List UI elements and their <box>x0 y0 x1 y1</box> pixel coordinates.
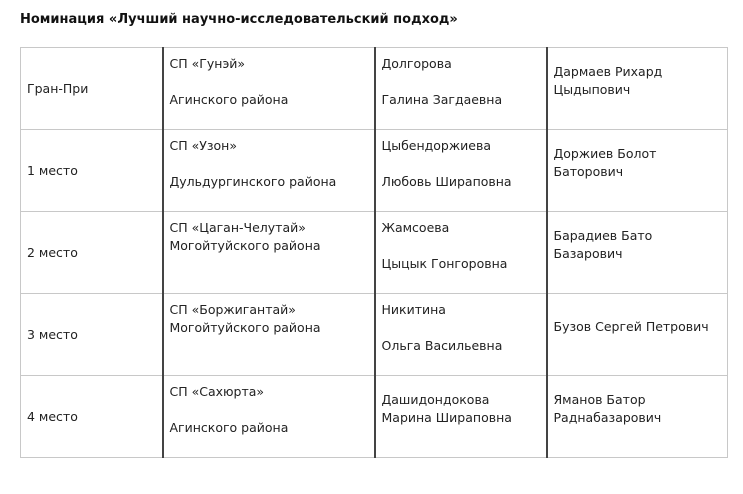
results-table <box>20 47 728 458</box>
table-row <box>21 130 728 212</box>
teacher-cell <box>375 130 547 212</box>
place-cell <box>21 376 163 458</box>
teacher-given-names: Ольга Васильевна <box>381 338 503 353</box>
place-label: 1 место <box>27 163 78 178</box>
place-cell <box>21 48 163 130</box>
table-row <box>21 212 728 294</box>
place-label: 2 место <box>27 245 78 260</box>
organization-cell <box>163 48 375 130</box>
organization-name: СП «Боржигантай» <box>169 302 296 317</box>
teacher-given-names: Цыцык Гонгоровна <box>381 256 508 271</box>
teacher-cell <box>375 376 547 458</box>
head-name-line-1: Яманов Батор <box>553 392 646 407</box>
teacher-given-names: Любовь Шираповна <box>381 174 512 189</box>
organization-cell <box>163 130 375 212</box>
place-cell <box>21 212 163 294</box>
place-cell <box>21 294 163 376</box>
organization-district: Дульдургинского района <box>169 174 337 189</box>
place-label: Гран-При <box>27 81 89 96</box>
place-cell <box>21 130 163 212</box>
organization-cell <box>163 212 375 294</box>
place-label: 4 место <box>27 409 78 424</box>
teacher-cell <box>375 294 547 376</box>
organization-name: СП «Сахюрта» <box>169 384 265 399</box>
teacher-surname: Долгорова <box>381 56 452 71</box>
head-name-line-1: Доржиев Болот <box>553 146 657 161</box>
organization-name: СП «Узон» <box>169 138 237 153</box>
head-name-line-2: Цыдыпович <box>553 82 631 97</box>
place-label: 3 место <box>27 327 78 342</box>
head-name: Бузов Сергей Петрович <box>553 319 709 334</box>
table-row <box>21 48 728 130</box>
table-row <box>21 376 728 458</box>
organization-name: СП «Цаган-Челутай» <box>169 220 306 235</box>
organization-cell <box>163 294 375 376</box>
head-cell <box>547 376 728 458</box>
head-name-line-2: Баторович <box>553 164 624 179</box>
head-cell <box>547 130 728 212</box>
teacher-surname: Жамсоева <box>381 220 450 235</box>
teacher-surname: Дашидондокова <box>381 392 490 407</box>
head-cell <box>547 48 728 130</box>
nomination-title: Номинация «Лучший научно-исследовательский подход» <box>20 12 458 27</box>
organization-name: СП «Гунэй» <box>169 56 246 71</box>
organization-district: Агинского района <box>169 92 289 107</box>
teacher-given-names: Галина Загдаевна <box>381 92 503 107</box>
organization-district: Могойтуйского района <box>169 238 321 253</box>
organization-cell <box>163 376 375 458</box>
teacher-given-names: Марина Шираповна <box>381 410 512 425</box>
teacher-surname: Цыбендоржиева <box>381 138 491 153</box>
head-cell <box>547 212 728 294</box>
teacher-surname: Никитина <box>381 302 446 317</box>
teacher-cell <box>375 212 547 294</box>
head-cell <box>547 294 728 376</box>
head-name-line-1: Барадиев Бато <box>553 228 653 243</box>
organization-district: Агинского района <box>169 420 289 435</box>
organization-district: Могойтуйского района <box>169 320 321 335</box>
table-row <box>21 294 728 376</box>
teacher-cell <box>375 48 547 130</box>
head-name-line-1: Дармаев Рихард <box>553 64 663 79</box>
head-name-line-2: Базарович <box>553 246 623 261</box>
head-name-line-2: Раднабазарович <box>553 410 662 425</box>
